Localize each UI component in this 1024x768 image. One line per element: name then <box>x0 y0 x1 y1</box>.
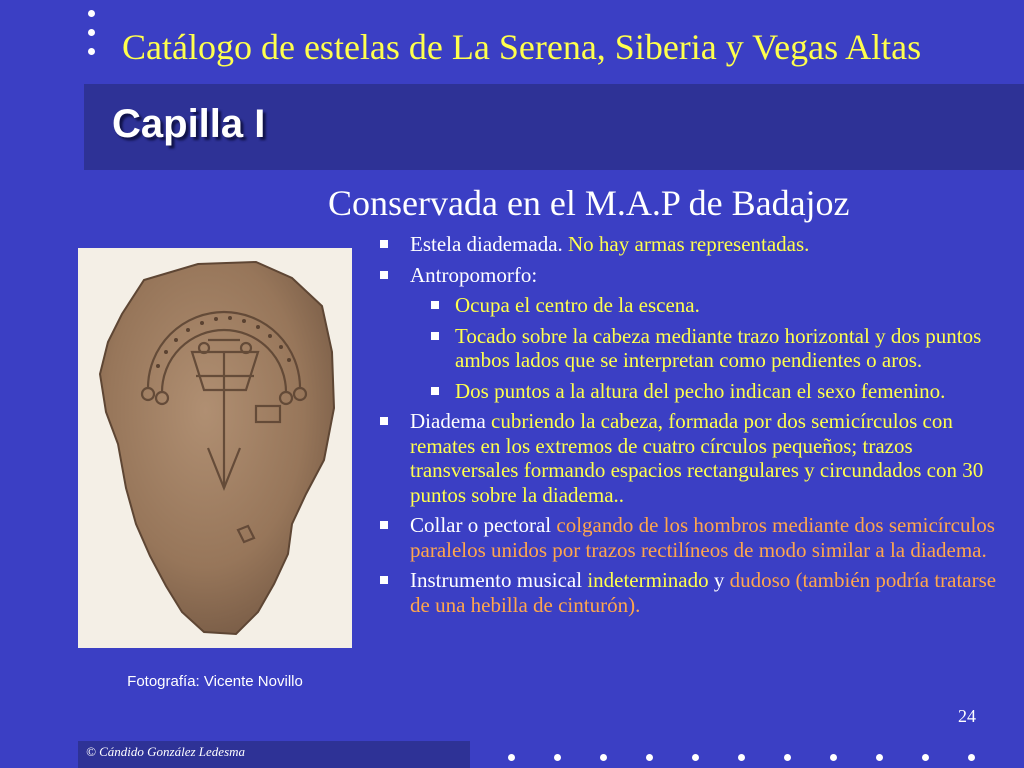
page-number: 24 <box>958 706 976 726</box>
decorative-dot <box>830 754 837 761</box>
bullet-text: Collar o pectoral <box>410 513 557 537</box>
sub-bullet-item: Dos puntos a la altura del pecho indican el sexo femenino. <box>410 379 1006 404</box>
bullet-text: Estela diademada. <box>410 232 569 256</box>
bullet-text: Antropomorfo: <box>410 262 538 287</box>
bottom-dots <box>508 754 1008 764</box>
heading-band <box>84 84 1024 170</box>
decorative-dot <box>600 754 607 761</box>
bullet-item <box>376 232 1006 257</box>
decorative-dot <box>88 10 95 17</box>
decorative-dot <box>554 754 561 761</box>
bullet-highlight: colgando de los hombros mediante dos semicírculos paralelos unidos por trazos rectilíneos de modo similar a la diadema. <box>410 513 995 562</box>
slide-title: Catálogo de estelas de La Serena, Siberia y Vegas Altas <box>122 27 922 67</box>
decorative-dot <box>508 754 515 761</box>
sub-bullet-list <box>410 293 1006 403</box>
decorative-dot <box>88 29 95 36</box>
sub-bullet-item: Tocado sobre la cabeza mediante trazo horizontal y dos puntos ambos lados que se interpretan como pendientes o aros. <box>410 324 1006 373</box>
bullet-highlight: cubriendo la cabeza, formada por dos semicírculos con remates en los extremos de cuatro círculos pequeños; trazos transversales formando espacios rectangulares y circundados con 30 puntos sobre la diadema.. <box>410 409 984 507</box>
bullet-text: Diadema <box>410 409 492 433</box>
stele-illustration <box>78 248 352 648</box>
decorative-dot <box>876 754 883 761</box>
bullet-text: y <box>708 568 730 592</box>
subtitle: Conservada en el M.A.P de Badajoz <box>328 183 850 223</box>
bullet-item <box>376 263 1006 404</box>
bullet-highlight: No hay armas representadas. <box>568 232 810 256</box>
section-heading: Capilla I <box>112 102 266 146</box>
decorative-dot <box>646 754 653 761</box>
decorative-dot <box>922 754 929 761</box>
bullet-item <box>376 409 1006 507</box>
bullet-item <box>376 568 1006 617</box>
bullet-item <box>376 513 1006 562</box>
bullet-highlight: indeterminado <box>587 568 709 592</box>
photo-caption: Fotografía: Vicente Novillo <box>127 673 303 690</box>
decorative-dot <box>692 754 699 761</box>
decorative-dot <box>784 754 791 761</box>
decorative-dot <box>968 754 975 761</box>
bullet-text: Instrumento musical <box>410 568 588 592</box>
decorative-dot <box>88 48 95 55</box>
decorative-dot <box>738 754 745 761</box>
bullet-highlight: dudoso (también podría tratarse de una hebilla de cinturón). <box>410 568 997 617</box>
bullet-list <box>376 232 1006 623</box>
sub-bullet-item: Ocupa el centro de la escena. <box>410 293 1006 318</box>
stele-photo <box>78 248 352 648</box>
footer-credit: © Cándido González Ledesma <box>86 744 246 759</box>
top-dots <box>88 10 100 67</box>
footer-bar <box>78 741 470 768</box>
